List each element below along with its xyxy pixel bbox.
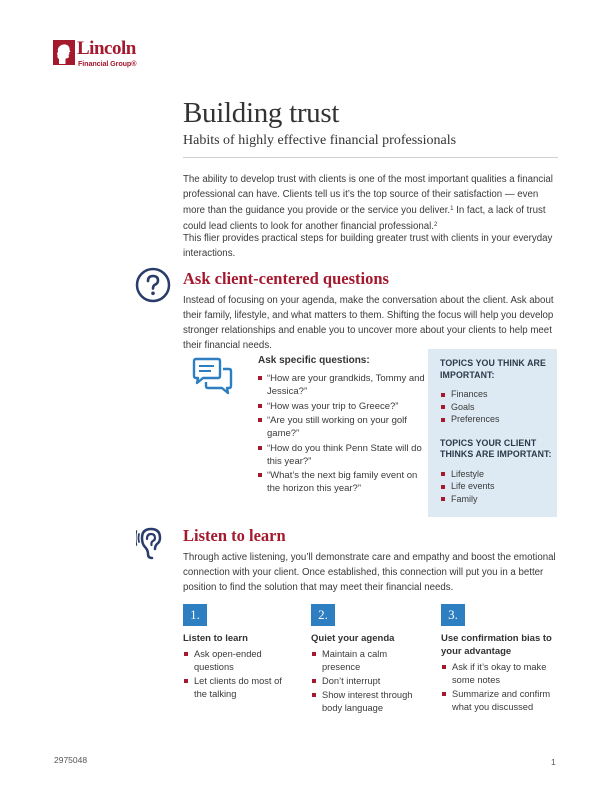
ask-specific-label: Ask specific questions: xyxy=(258,355,370,366)
topics-you-list xyxy=(440,388,557,426)
list-item: “How do you think Penn State will do this year?” xyxy=(258,442,428,468)
list-item: “What’s the next big family event on the horizon this year?” xyxy=(258,469,428,495)
list-item: Maintain a calm presence xyxy=(311,648,426,674)
intro-paragraph-1: The ability to develop trust with clients is one of the most important qualities a financial professional can have. Clients tell us it’s the top source of their satisfaction — even more than the guidance you provide or the service you deliver.$^1$ In fact, a lack of trust could lead clients to look for another financial professional.$^2$ xyxy=(183,174,553,232)
topics-client-heading: TOPICS YOUR CLIENT THINKS ARE IMPORTANT: xyxy=(440,437,552,459)
list-item: Let clients do most of the talking xyxy=(183,675,293,701)
list-item: “How are your grandkids, Tommy and Jessica?” xyxy=(258,372,428,398)
logo-name: Lincoln xyxy=(77,38,136,59)
step-badge-1: 1. xyxy=(183,604,207,626)
section-heading-listen: Listen to learn xyxy=(183,526,286,545)
topics-panel xyxy=(428,349,557,517)
intro-paragraph-2: This flier provides practical steps for building greater trust with clients in your everyday interactions. xyxy=(183,233,553,259)
topics-you-heading: TOPICS YOU THINK ARE IMPORTANT: xyxy=(440,358,546,380)
page-number: 1 xyxy=(551,757,556,767)
step-list-1 xyxy=(183,648,293,702)
step-title-2: Quiet your agenda xyxy=(311,633,395,644)
chat-bubbles-icon xyxy=(191,357,235,397)
lincoln-logo xyxy=(53,38,153,68)
page-subtitle: Habits of highly effective financial professionals xyxy=(183,133,457,148)
list-item: “How was your trip to Greece?” xyxy=(258,400,428,413)
question-mark-circle-icon xyxy=(135,267,171,303)
list-item: Lifestyle xyxy=(440,468,557,481)
step-title-3: Use confirmation bias to your advantage xyxy=(441,633,552,657)
list-item: “Are you still working on your golf game?” xyxy=(258,414,428,440)
document-id: 2975048 xyxy=(54,755,88,765)
list-item: Summarize and confirm what you discussed xyxy=(441,688,559,714)
page-title: Building trust xyxy=(183,97,340,129)
topics-client-list xyxy=(440,468,557,506)
ear-listening-icon xyxy=(136,524,166,562)
list-item: Life events xyxy=(440,480,557,493)
section-listen-body: Through active listening, you’ll demonstrate care and empathy and boost the emotional connection with your client. Once established, this connection will put you in a better position to find the solution that may meet their financial needs. xyxy=(183,552,556,593)
step-list-2 xyxy=(311,648,426,716)
title-divider xyxy=(183,157,558,158)
list-item: Finances xyxy=(440,388,557,401)
step-badge-2: 2. xyxy=(311,604,335,626)
list-item: Ask open-ended questions xyxy=(183,648,293,674)
list-item: Don’t interrupt xyxy=(311,675,426,688)
step-title-1: Listen to learn xyxy=(183,633,248,644)
section-heading-ask: Ask client-centered questions xyxy=(183,269,389,288)
list-item: Ask if it’s okay to make some notes xyxy=(441,661,559,687)
list-item: Goals xyxy=(440,401,557,414)
step-badge-3: 3. xyxy=(441,604,465,626)
list-item: Preferences xyxy=(440,413,557,426)
question-list xyxy=(258,372,428,497)
list-item: Family xyxy=(440,493,557,506)
list-item: Show interest through body language xyxy=(311,689,426,715)
lincoln-silhouette-icon xyxy=(53,40,75,65)
section-ask-body: Instead of focusing on your agenda, make the conversation about the client. Ask about their family, lifestyle, and what matters to them. Shifting the focus will help you develop stronger relationships and enable you to uncover more about your clients to help meet their financial needs. xyxy=(183,295,554,351)
logo-subtitle: Financial Group® xyxy=(78,59,137,68)
step-list-3 xyxy=(441,661,559,715)
